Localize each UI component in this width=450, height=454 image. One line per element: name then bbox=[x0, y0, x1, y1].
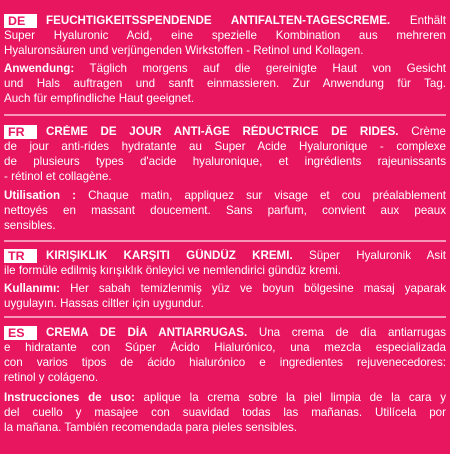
language-badge-de: DE bbox=[4, 14, 37, 28]
section-fr-desc-line: de jour anti-rides hydratante au Super Acide Hyaluronique - complexe bbox=[4, 140, 446, 153]
section-es-desc-line: con varios tipos de ácido hialurónico e ingredientes rejuvenecedores: bbox=[4, 356, 446, 369]
section-fr-desc-line: de plusieurs types d'acide hyaluronique, et ingrédients rajeunissants bbox=[4, 155, 446, 168]
section-de-desc-line: Super Hyaluronic Acid, eine spezielle Kombination aus mehreren bbox=[4, 29, 446, 42]
section-tr-title: KIRIŞIKLIK KARŞITI GÜNDÜZ KREMI. bbox=[46, 249, 293, 262]
section-de-usage-line: Auch für empfindliche Haut geeignet. bbox=[4, 92, 195, 105]
section-es-usage-line: del cuello y masajee con suavidad todas las mañanas. Utilícela por bbox=[4, 406, 446, 419]
section-es-title: CREMA DE DÍA ANTIARRUGAS. bbox=[46, 326, 248, 339]
section-de-usage-line: und Hals auftragen und sanft einmassieren. Zur Anwendung für Tag. bbox=[4, 77, 446, 90]
section-fr-title: CRÈME DE JOUR ANTI-ÂGE RÉDUCTRICE DE RIDES. bbox=[46, 125, 399, 138]
section-fr-desc-line: - rétinol et collagène. bbox=[4, 170, 112, 183]
section-fr-usage-line: nettoyés en massant doucement. Sans parfum, convient aux peaux bbox=[4, 204, 446, 217]
leaflet-page: DE FEUCHTIGKEITSSPENDENDE ANTIFALTEN-TAGESCREME. Enthält Super Hyaluronic Acid, eine spezielle Kombination aus mehreren Hyaluronsäuren und verjüngenden Wirkstoffen - Retinol und Kollagen. Anwendung: Täglich morgens auf die gereinigte Haut von Gesicht und Hals auftragen und sanft einmassieren. Zur Anwendung für Tag. Auch für empfindliche Haut geeignet. FR CRÈME DE JOUR ANTI-ÂGE RÉDUCTRICE DE RIDES. Crème de jour anti-rides hydratante au Super Acide Hyaluronique - complexe de plusieurs types d'acide hyaluronique, et ingrédients rajeunissants - rétinol et collagène. Utilisation : Chaque matin, appliquez sur visage et cou préalablement nettoyés en massant doucement. Sans parfum, convient aux peaux sensibles. TR KIRIŞIKLIK KARŞITI GÜNDÜZ KREMI. Süper Hyaluronik Asit ile formüle edilmiş kırışıklık önleyici ve nemlendirici gündüz kremi. Kullanımı: Her sabah temizlenmiş yüz ve boyun bölgesine masaj yaparak uygulayın. Hassas ciltler için uygundur. ES CREMA DE DÍA ANTIARRUGAS. Una crema de día antiarrugas e hidratante con Súper Ácido Hialurónico, una mezcla especializada con varios tipos de ácido hialurónico e ingredientes rejuvenecedores: retinol y colágeno. Instrucciones de uso: aplique la crema sobre la piel limpia de la cara y del cuello y masajee con suavidad todas las mañanas. Utilícela por la mañana. También recomendada para pieles sensibles. bbox=[4, 14, 446, 434]
section-tr-desc-line: ile formüle edilmiş kırışıklık önleyici ve nemlendirici gündüz kremi. bbox=[4, 264, 341, 277]
section-divider bbox=[4, 316, 446, 318]
section-fr-usage-label: Utilisation : bbox=[4, 189, 76, 202]
section-es-usage-line: la mañana. También recomendada para pieles sensibles. bbox=[4, 421, 298, 434]
section-divider bbox=[4, 114, 446, 116]
language-badge-fr: FR bbox=[4, 125, 37, 139]
section-tr-usage-label: Kullanımı: bbox=[4, 282, 61, 295]
section-de-usage-label: Anwendung: bbox=[4, 62, 75, 75]
section-de-desc-line: Hyaluronsäuren und verjüngenden Wirkstoffen - Retinol und Kollagen. bbox=[4, 44, 364, 57]
language-badge-tr: TR bbox=[4, 249, 37, 263]
language-badge-es: ES bbox=[4, 326, 37, 340]
section-fr-usage-line: sensibles. bbox=[4, 219, 56, 232]
section-es-desc-line: e hidratante con Súper Ácido Hialurónico, una mezcla especializada bbox=[4, 341, 446, 354]
section-es-desc-line: retinol y colágeno. bbox=[4, 371, 99, 384]
section-de-title: FEUCHTIGKEITSSPENDENDE ANTIFALTEN-TAGESCREME. bbox=[46, 14, 391, 27]
section-divider bbox=[4, 240, 446, 242]
section-es-usage-label: Instrucciones de uso: bbox=[4, 391, 135, 404]
section-tr-usage-line: uygulayın. Hassas ciltler için uygundur. bbox=[4, 297, 204, 310]
